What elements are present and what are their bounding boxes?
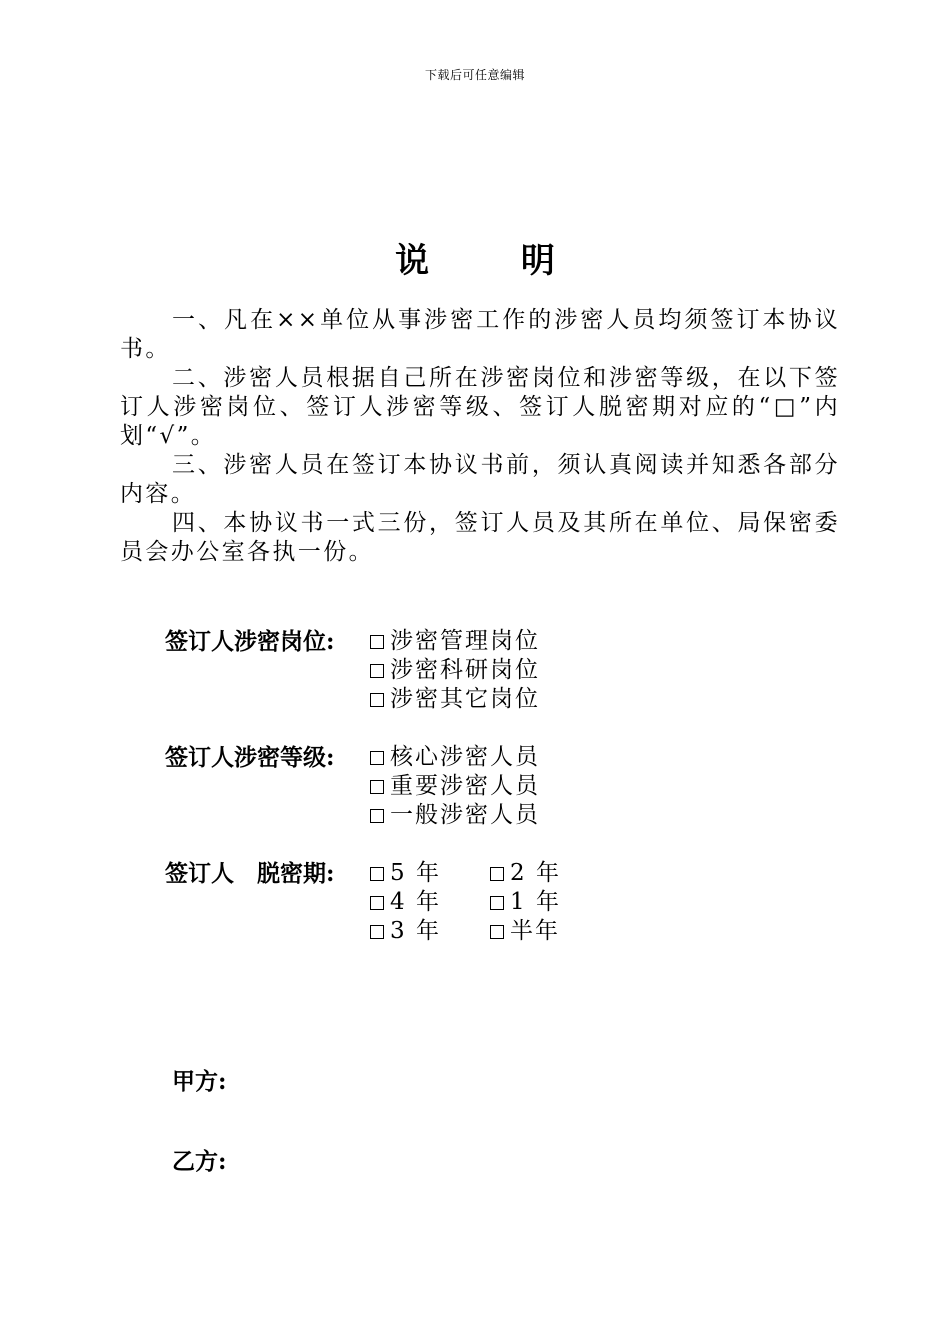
declassify-option-4y[interactable]: 4 年 — [370, 888, 490, 917]
checkbox[interactable] — [370, 780, 384, 794]
checkbox[interactable] — [370, 867, 384, 881]
level-label: 签订人涉密等级: — [165, 744, 335, 771]
checkbox[interactable] — [370, 809, 384, 823]
declassify-option-2y[interactable]: 2 年 — [490, 859, 610, 888]
level-option-important[interactable]: 重要涉密人员 — [370, 772, 540, 801]
checkbox[interactable] — [490, 867, 504, 881]
position-label: 签订人涉密岗位: — [165, 628, 335, 655]
declassify-option-3y[interactable]: 3 年 — [370, 917, 490, 946]
paragraph-1: 一、凡在××单位从事涉密工作的涉密人员均须签订本协议书。 — [120, 307, 840, 362]
checkbox[interactable] — [370, 635, 384, 649]
declassify-options — [370, 859, 610, 946]
paragraph-3: 三、涉密人员在签订本协议书前，须认真阅读并知悉各部分内容。 — [120, 452, 840, 507]
level-option-core[interactable]: 核心涉密人员 — [370, 743, 540, 772]
paragraph-2: 二、涉密人员根据自己所在涉密岗位和涉密等级，在以下签订人涉密岗位、签订人涉密等级、签订人脱密期对应的“□”内划“√”。 — [120, 365, 840, 449]
position-option-management[interactable]: 涉密管理岗位 — [370, 627, 540, 656]
party-b-label: 乙方: — [172, 1148, 227, 1175]
position-section — [165, 627, 540, 714]
instructions — [120, 306, 840, 567]
position-option-other[interactable]: 涉密其它岗位 — [370, 685, 540, 714]
checkbox[interactable] — [370, 664, 384, 678]
declassify-label: 签订人 脱密期: — [165, 860, 335, 887]
declassify-option-1y[interactable]: 1 年 — [490, 888, 610, 917]
page-title: 说 明 — [395, 241, 595, 281]
paragraph-4: 四、本协议书一式三份，签订人员及其所在单位、局保密委员会办公室各执一份。 — [120, 510, 840, 565]
position-options — [370, 627, 540, 714]
checkbox[interactable] — [490, 925, 504, 939]
level-option-general[interactable]: 一般涉密人员 — [370, 801, 540, 830]
checkbox[interactable] — [370, 896, 384, 910]
position-option-research[interactable]: 涉密科研岗位 — [370, 656, 540, 685]
checkbox[interactable] — [370, 925, 384, 939]
declassify-section — [165, 859, 610, 946]
level-section — [165, 743, 540, 830]
checkbox[interactable] — [490, 896, 504, 910]
header-note: 下载后可任意编辑 — [424, 68, 525, 82]
declassify-option-half-year[interactable]: 半年 — [490, 917, 610, 946]
checkbox[interactable] — [370, 693, 384, 707]
level-options — [370, 743, 540, 830]
party-a-label: 甲方: — [172, 1068, 227, 1095]
declassify-option-5y[interactable]: 5 年 — [370, 859, 490, 888]
checkbox[interactable] — [370, 751, 384, 765]
